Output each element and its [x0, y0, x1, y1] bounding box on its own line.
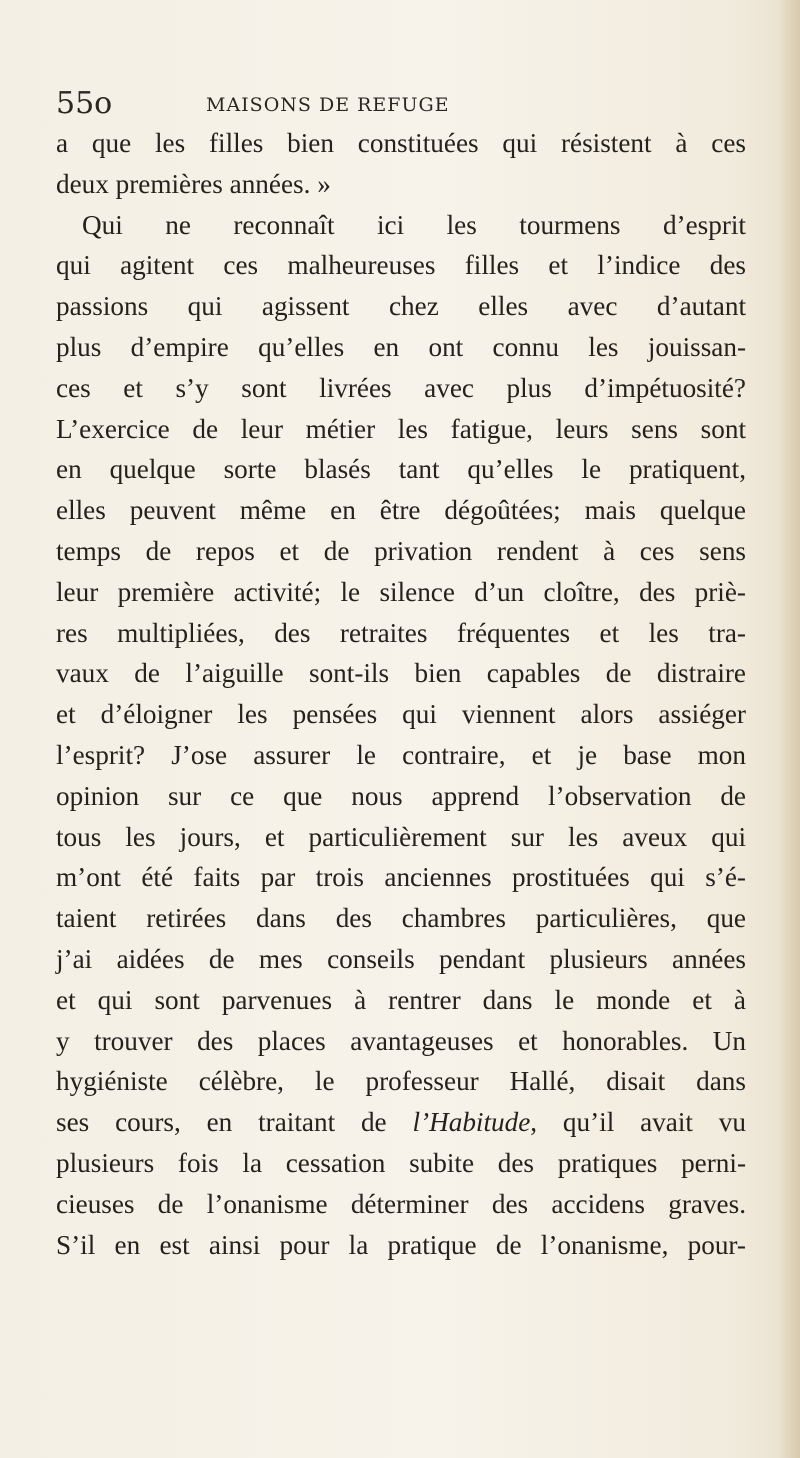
text-line: plusieurs fois la cessation subite des pratiques perni-	[56, 1147, 746, 1178]
text-line: Qui ne reconnaît ici les tourmens d’esprit	[82, 209, 746, 240]
text-line: m’ont été faits par trois anciennes prostituées qui s’é-	[56, 862, 746, 893]
text-line: passions qui agissent chez elles avec d’autant	[56, 291, 746, 322]
text-line: en quelque sorte blasés tant qu’elles le pratiquent,	[56, 454, 746, 485]
page-number: 55o	[56, 86, 113, 121]
page-edge-shadow	[778, 0, 800, 1458]
text-line: ces et s’y sont livrées avec plus d’impétuosité?	[56, 372, 746, 403]
text-line: y trouver des places avantageuses et honorables. Un	[56, 1025, 746, 1056]
text-line: leur première activité; le silence d’un cloître, des priè-	[56, 576, 746, 607]
text-line: S’il en est ainsi pour la pratique de l’onanisme, pour-	[56, 1229, 746, 1260]
text-line: deux premières années. »	[56, 168, 331, 199]
text-line: cieuses de l’onanisme déterminer des accidens graves.	[56, 1188, 746, 1219]
text-segment: , qu’il avait vu	[530, 1107, 746, 1138]
text-line: l’esprit? J’ose assurer le contraire, et je base mon	[56, 739, 746, 770]
text-line: elles peuvent même en être dégoûtées; mais quelque	[56, 495, 746, 526]
body-text	[56, 123, 746, 1265]
text-line: hygiéniste célèbre, le professeur Hallé, disait dans	[56, 1066, 746, 1097]
text-line: qui agitent ces malheureuses filles et l’indice des	[56, 250, 746, 281]
text-line: vaux de l’aiguille sont-ils bien capables de distraire	[56, 658, 746, 689]
text-line: taient retirées dans des chambres particulières, que	[56, 903, 746, 934]
text-line: a que les filles bien constituées qui résistent à ces	[56, 128, 746, 158]
text-line: temps de repos et de privation rendent à ces sens	[56, 535, 746, 566]
text-line-with-italic	[56, 1102, 746, 1143]
text-line: et qui sont parvenues à rentrer dans le monde et à	[56, 984, 746, 1015]
text-line: et d’éloigner les pensées qui viennent alors assiéger	[56, 699, 746, 730]
text-line: tous les jours, et particulièrement sur les aveux qui	[56, 821, 746, 852]
running-title: MAISONS DE REFUGE	[206, 94, 450, 116]
text-line: res multipliées, des retraites fréquentes et les tra-	[56, 617, 746, 648]
text-line: opinion sur ce que nous apprend l’observation de	[56, 780, 746, 811]
text-line: plus d’empire qu’elles en ont connu les jouissan-	[56, 331, 746, 362]
page-header	[56, 86, 716, 126]
text-segment: ses cours, en traitant de	[56, 1107, 413, 1138]
text-line: L’exercice de leur métier les fatigue, leurs sens sont	[56, 413, 746, 444]
text-line: j’ai aidées de mes conseils pendant plusieurs années	[56, 943, 746, 974]
italic-title: l’Habitude	[412, 1107, 531, 1138]
